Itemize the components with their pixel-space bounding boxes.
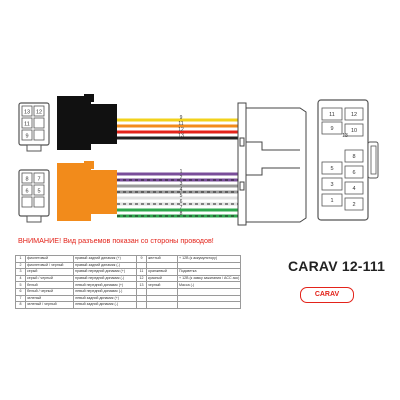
table-row bbox=[16, 269, 241, 276]
lower-pin-label-3: 3 bbox=[179, 181, 183, 187]
left-lower-socket bbox=[19, 170, 49, 222]
table-cell: фиолетовый / черный bbox=[26, 262, 74, 269]
table-cell: 1 bbox=[16, 256, 26, 263]
vehicle-connector-hook-top bbox=[246, 142, 300, 150]
orange-connector bbox=[57, 161, 117, 221]
table-cell bbox=[137, 295, 147, 302]
right-socket-pin-label: 6 bbox=[352, 170, 356, 176]
left-upper-socket bbox=[19, 103, 49, 151]
right-socket-pin-label: 10 bbox=[350, 128, 358, 134]
right-socket-pin-label: 12 bbox=[350, 112, 358, 118]
right-socket-pin-label: 5 bbox=[330, 166, 334, 172]
upper-pin-label-13: 13 bbox=[178, 133, 184, 139]
table-cell: фиолетовый bbox=[26, 256, 74, 263]
black-connector-plug bbox=[91, 104, 117, 144]
right-socket-pin-label: 4 bbox=[352, 186, 356, 192]
table-cell bbox=[178, 288, 241, 295]
right-socket bbox=[318, 100, 378, 220]
lower-pin-label-8: 8 bbox=[179, 211, 183, 217]
table-row bbox=[16, 288, 241, 295]
table-cell: правый передний динамик (-) bbox=[74, 275, 137, 282]
table-cell: серый bbox=[26, 269, 74, 276]
left-upper-socket-pin-label: 9 bbox=[25, 133, 29, 140]
table-cell: оранжевый bbox=[147, 269, 178, 276]
upper-pin-label-12: 12 bbox=[178, 127, 184, 133]
table-cell: левый передний динамик (-) bbox=[74, 288, 137, 295]
left-upper-socket-cell bbox=[34, 118, 44, 128]
left-lower-socket-cell bbox=[22, 197, 32, 207]
left-lower-socket-pin-label: 7 bbox=[37, 176, 41, 183]
table-cell: 3 bbox=[16, 269, 26, 276]
lower-pin-label-5: 5 bbox=[179, 193, 183, 199]
table-cell: белый / черный bbox=[26, 288, 74, 295]
lower-pin-labels bbox=[180, 169, 183, 217]
table-cell: + 12B (к замку зажигания / ACC acc) bbox=[179, 276, 240, 281]
table-cell: 4 bbox=[16, 275, 26, 282]
vehicle-connector bbox=[238, 103, 306, 225]
right-socket-pin-label: 9 bbox=[330, 126, 334, 132]
left-upper-socket-pin-label: 12 bbox=[35, 109, 43, 116]
table-cell: 12 bbox=[137, 275, 147, 282]
carav-logo-text: CARAV bbox=[314, 291, 340, 298]
vehicle-connector-rail bbox=[238, 103, 246, 225]
table-cell: + 12B (к аккумулятору) bbox=[178, 256, 241, 263]
table-row bbox=[16, 295, 241, 302]
upper-pin-label-9: 9 bbox=[179, 115, 183, 121]
table-cell: 7 bbox=[16, 295, 26, 302]
orange-connector-plug bbox=[91, 170, 117, 214]
left-lower-socket-pin-label: 6 bbox=[25, 188, 29, 195]
table-cell: зеленый bbox=[26, 295, 74, 302]
carav-logo bbox=[300, 287, 354, 303]
lower-pin-label-6: 6 bbox=[179, 199, 183, 205]
vehicle-connector-body bbox=[246, 108, 306, 222]
black-connector bbox=[57, 94, 117, 150]
black-connector-shell bbox=[57, 96, 91, 150]
left-lower-socket-cell bbox=[34, 197, 44, 207]
black-connector-latch bbox=[84, 94, 94, 102]
vehicle-connector-slot-bottom bbox=[240, 182, 244, 190]
table-cell bbox=[147, 295, 178, 302]
table-cell bbox=[137, 262, 147, 269]
right-socket-label-13: 13 bbox=[342, 133, 348, 139]
upper-pin-label-11: 11 bbox=[178, 121, 184, 127]
table-cell: 8 bbox=[16, 302, 26, 309]
table-cell: правый задний динамик (+) bbox=[74, 256, 137, 263]
table-cell: Масса (-) bbox=[178, 282, 241, 289]
model-title: CARAV 12-111 bbox=[288, 258, 386, 274]
left-upper-socket-cell bbox=[34, 130, 44, 140]
table-row bbox=[16, 256, 241, 263]
lower-pin-label-1: 1 bbox=[179, 169, 183, 175]
table-cell: 9 bbox=[137, 256, 147, 263]
table-cell bbox=[178, 262, 241, 269]
table-cell bbox=[147, 262, 178, 269]
left-lower-socket-tab bbox=[27, 216, 41, 222]
table-cell bbox=[178, 295, 241, 302]
table-row bbox=[16, 262, 241, 269]
table-cell: правый передний динамик (+) bbox=[74, 269, 137, 276]
table-row bbox=[16, 282, 241, 289]
lower-pin-label-4: 4 bbox=[179, 187, 183, 193]
lower-wires bbox=[117, 174, 238, 216]
table-cell: 6 bbox=[16, 288, 26, 295]
table-cell: 2 bbox=[16, 262, 26, 269]
vehicle-connector-slot-top bbox=[240, 138, 244, 146]
table-cell: 13 bbox=[137, 282, 147, 289]
table-cell: белый bbox=[26, 282, 74, 289]
orange-connector-shell bbox=[57, 163, 91, 221]
table-cell: левый задний динамик (-) bbox=[74, 302, 137, 309]
table-cell: черный bbox=[147, 282, 178, 289]
lower-pin-label-7: 7 bbox=[179, 205, 183, 211]
left-upper-socket-pin-label: 13 bbox=[23, 109, 31, 116]
right-socket-pin-label: 2 bbox=[352, 202, 356, 208]
table-cell bbox=[178, 302, 241, 309]
warning-text: ВНИМАНИЕ! Вид разъемов показан со стороны проводов! bbox=[18, 236, 214, 245]
left-lower-socket-pin-label: 8 bbox=[25, 176, 29, 183]
left-upper-socket-tab bbox=[27, 145, 41, 151]
right-socket-pin-label: 1 bbox=[330, 198, 334, 204]
lower-pin-label-2: 2 bbox=[179, 175, 183, 181]
table-cell: красный bbox=[147, 275, 178, 282]
right-socket-pin-label: 3 bbox=[330, 182, 334, 188]
table-cell bbox=[137, 288, 147, 295]
table-cell: серый / черный bbox=[26, 275, 74, 282]
right-socket-latch-inner bbox=[371, 146, 376, 174]
vehicle-connector-hook-bottom bbox=[246, 168, 300, 175]
table-cell: левый передний динамик (+) bbox=[74, 282, 137, 289]
orange-connector-latch bbox=[84, 161, 94, 169]
table-cell: правый задний динамик (-) bbox=[74, 262, 137, 269]
table-cell: желтый bbox=[147, 256, 178, 263]
table-cell bbox=[147, 302, 178, 309]
right-socket-pin-label: 11 bbox=[329, 112, 335, 118]
table-cell: левый задний динамик (+) bbox=[74, 295, 137, 302]
left-upper-socket-pin-label: 11 bbox=[24, 121, 30, 128]
left-lower-socket-pin-label: 5 bbox=[37, 188, 41, 195]
table-row bbox=[16, 302, 241, 309]
table-cell: 5 bbox=[16, 282, 26, 289]
table-cell: зеленый / черный bbox=[26, 302, 74, 309]
pin-table bbox=[15, 255, 241, 309]
table-cell bbox=[147, 288, 178, 295]
right-socket-pin-label: 8 bbox=[352, 154, 356, 160]
table-cell: 11 bbox=[137, 269, 147, 276]
table-cell bbox=[137, 302, 147, 309]
table-row bbox=[16, 275, 241, 282]
table-cell: Подсветка bbox=[178, 269, 241, 276]
